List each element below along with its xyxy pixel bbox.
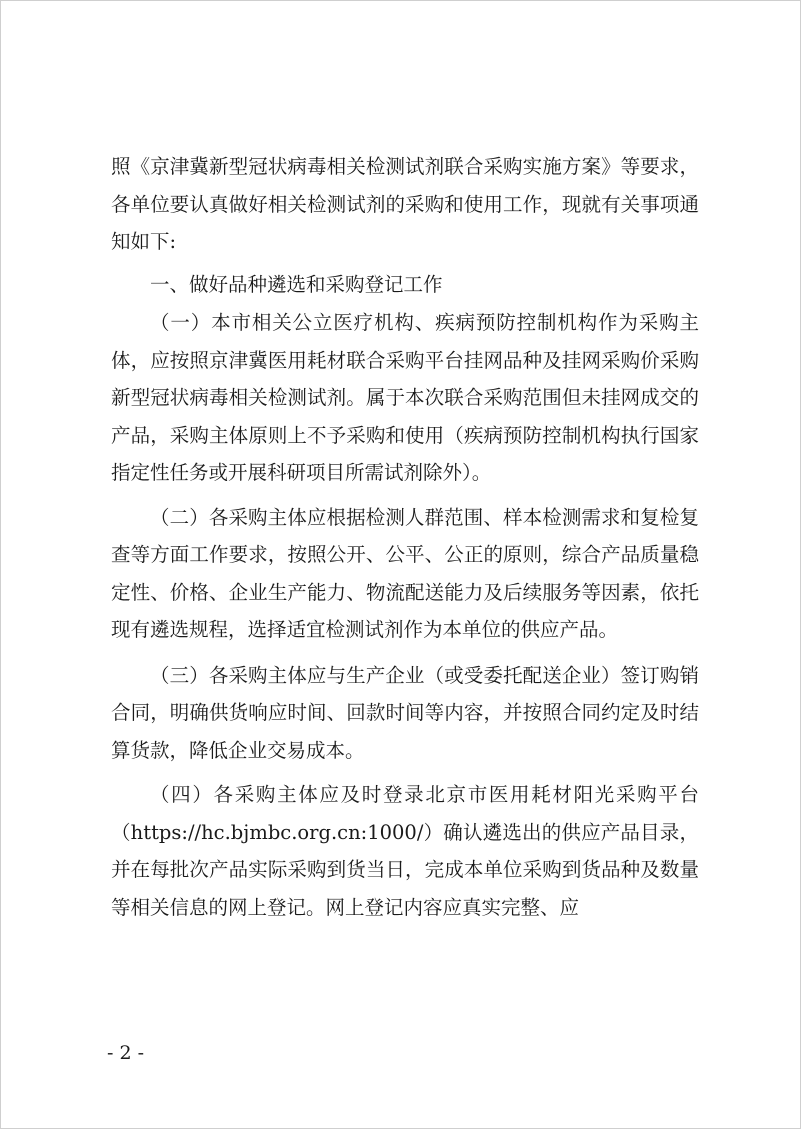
paragraph-1: （一）本市相关公立医疗机构、疾病预防控制机构作为采购主体，应按照京津冀医用耗材联合采购平台挂网品种及挂网采购价采购新型冠状病毒相关检测试剂。属于本次联合采购范围但未挂网成交的产品，采购主体原则上不予采购和使用（疾病预防控制机构执行国家指定性任务或开展科研项目所需试剂除外）。: [111, 311, 699, 484]
intro-paragraph: 照《京津冀新型冠状病毒相关检测试剂联合采购实施方案》等要求，各单位要认真做好相关检测试剂的采购和使用工作，现就有关事项通知如下:: [111, 155, 699, 253]
body-paragraphs: [111, 304, 699, 926]
paragraph-3: （三）各采购主体应与生产企业（或受委托配送企业）签订购销合同，明确供货响应时间、回款时间等内容，并按照合同约定及时结算货款，降低企业交易成本。: [111, 663, 699, 762]
section-heading: 一、做好品种遴选和采购登记工作: [150, 273, 443, 296]
paragraph-2: （二）各采购主体应根据检测人群范围、样本检测需求和复检复查等方面工作要求，按照公开、公平、公正的原则，综合产品质量稳定性、价格、企业生产能力、物流配送能力及后续服务等因素，依托现有遴选规程，选择适宜检测试剂作为本单位的供应产品。: [111, 505, 699, 641]
paragraph-4: （四）各采购主体应及时登录北京市医用耗材阳光采购平台（https://hc.bjmbc.org.cn:1000/）确认遴选出的供应产品目录，并在每批次产品实际采购到货当日，完成本单位采购到货品种及数量等相关信息的网上登记。网上登记内容应真实完整、应: [111, 783, 699, 919]
intro-section: [111, 148, 699, 261]
page-number: - 2 -: [107, 1042, 145, 1064]
